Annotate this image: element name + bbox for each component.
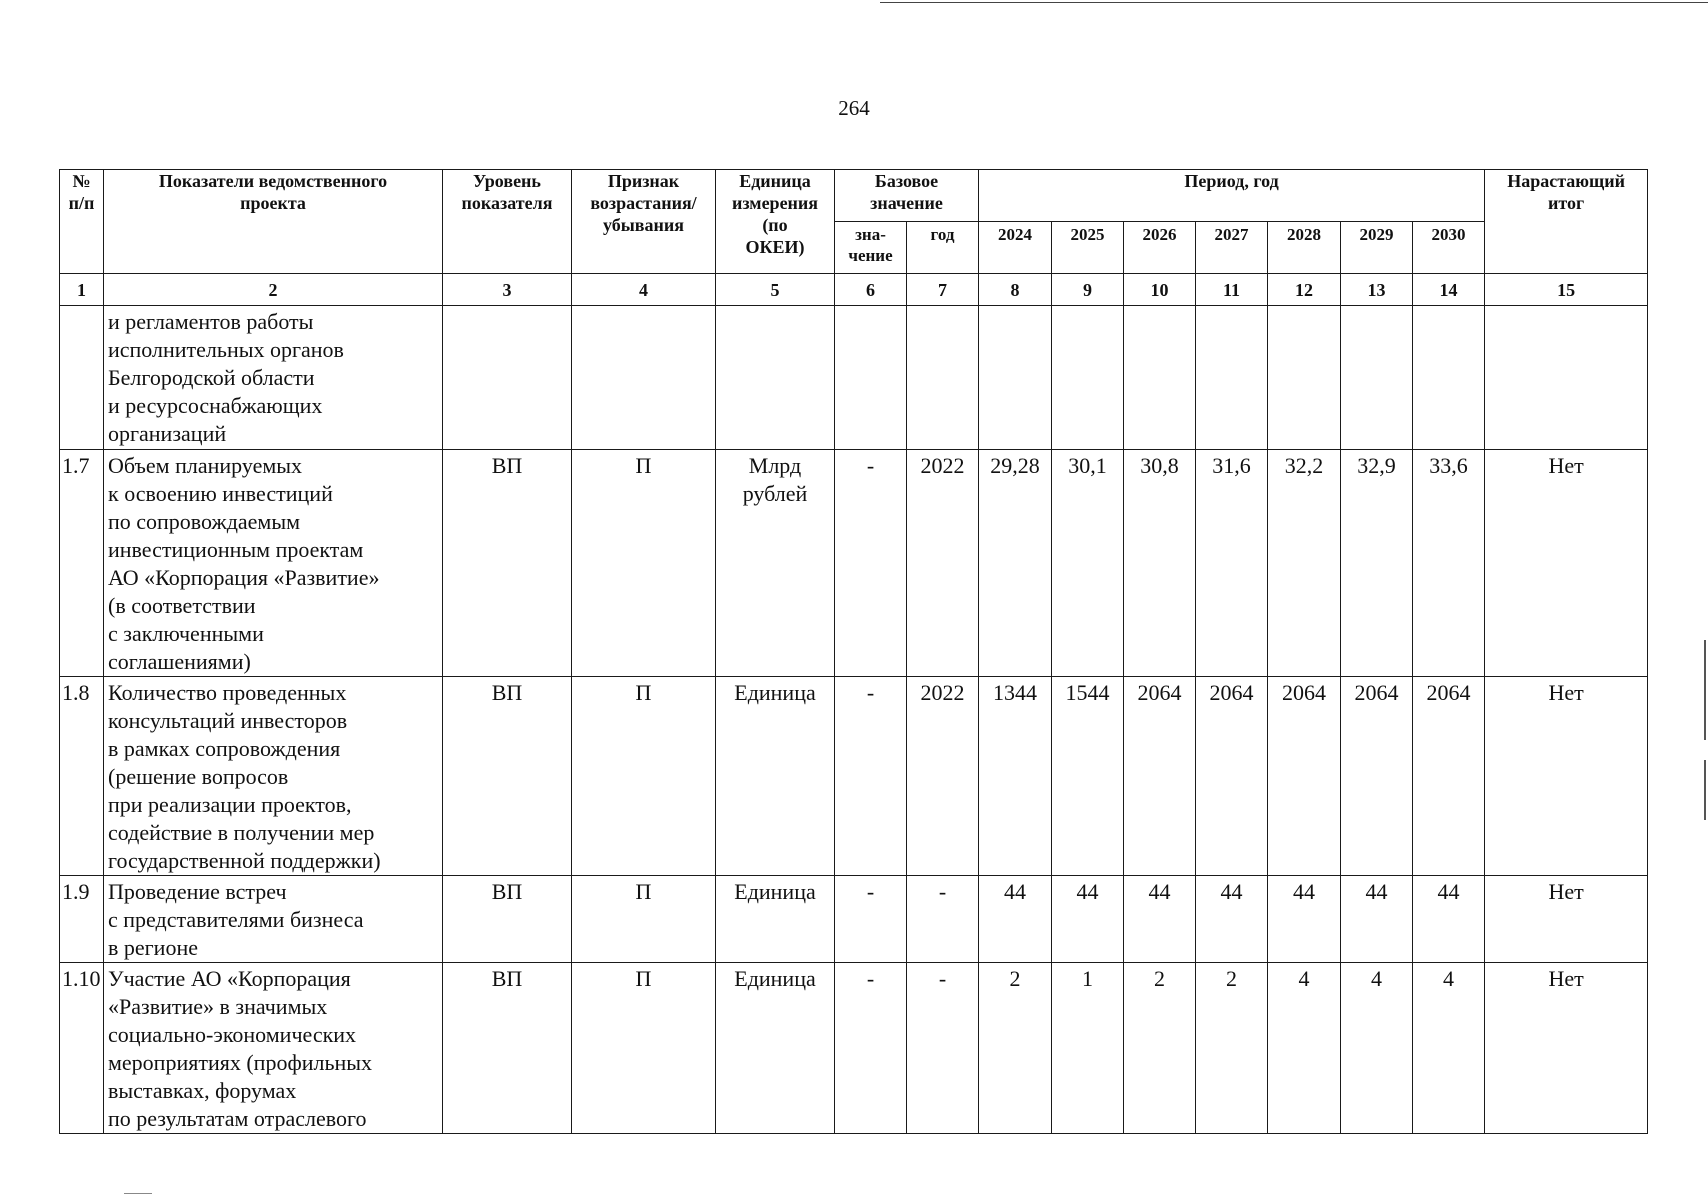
row-number: 1.10 (60, 963, 104, 1134)
header-year: 2028 (1268, 222, 1341, 274)
year-value: 2064 (1196, 677, 1268, 876)
year-value: 30,1 (1052, 450, 1124, 677)
bottom-scan-mark (124, 1193, 152, 1194)
year-value: 4 (1413, 963, 1485, 1134)
header-level: Уровень показателя (443, 170, 572, 274)
header-year: 2030 (1413, 222, 1485, 274)
indicator-level: ВП (443, 450, 572, 677)
column-number: 15 (1485, 274, 1648, 306)
row-number (60, 306, 104, 450)
year-value: 1 (1052, 963, 1124, 1134)
base-value: - (835, 677, 907, 876)
column-numbers-row (60, 274, 1648, 306)
column-number: 8 (979, 274, 1052, 306)
table-row (60, 450, 1648, 677)
year-value: 2 (1124, 963, 1196, 1134)
base-year: 2022 (907, 450, 979, 677)
cumulative-total: Нет (1485, 963, 1648, 1134)
year-value: 2064 (1124, 677, 1196, 876)
cumulative-total: Нет (1485, 876, 1648, 963)
indicator-unit: Единица (716, 963, 835, 1134)
base-value: - (835, 450, 907, 677)
year-value (1341, 306, 1413, 450)
page-number: 264 (838, 96, 870, 120)
base-year (907, 306, 979, 450)
column-number: 1 (60, 274, 104, 306)
column-number: 4 (572, 274, 716, 306)
table-row (60, 677, 1648, 876)
indicator-level (443, 306, 572, 450)
indicators-table (59, 169, 1648, 1134)
column-number: 5 (716, 274, 835, 306)
year-value: 32,2 (1268, 450, 1341, 677)
indicator-level: ВП (443, 963, 572, 1134)
right-edge-scan-mark (1704, 640, 1706, 740)
indicator-unit (716, 306, 835, 450)
year-value: 30,8 (1124, 450, 1196, 677)
top-border-line (880, 2, 1708, 3)
header-name: Показатели ведомственного проекта (104, 170, 443, 274)
year-value: 2 (1196, 963, 1268, 1134)
header-base-year: год (907, 222, 979, 274)
column-number: 10 (1124, 274, 1196, 306)
year-value: 1544 (1052, 677, 1124, 876)
year-value: 2 (979, 963, 1052, 1134)
header-base-value: зна- чение (835, 222, 907, 274)
header-cumulative: Нарастающий итог (1485, 170, 1648, 274)
year-value: 44 (1413, 876, 1485, 963)
row-number: 1.9 (60, 876, 104, 963)
header-year: 2025 (1052, 222, 1124, 274)
year-value: 31,6 (1196, 450, 1268, 677)
base-year: - (907, 963, 979, 1134)
year-value: 44 (979, 876, 1052, 963)
base-value (835, 306, 907, 450)
year-value (979, 306, 1052, 450)
year-value: 4 (1268, 963, 1341, 1134)
indicator-level: ВП (443, 876, 572, 963)
column-number: 11 (1196, 274, 1268, 306)
indicator-sign: П (572, 963, 716, 1134)
indicator-name: Проведение встреч с представителями бизнеса в регионе (104, 876, 443, 963)
year-value: 33,6 (1413, 450, 1485, 677)
year-value: 44 (1196, 876, 1268, 963)
year-value: 32,9 (1341, 450, 1413, 677)
indicator-sign: П (572, 677, 716, 876)
header-row-top (60, 170, 1648, 222)
year-value (1196, 306, 1268, 450)
year-value (1413, 306, 1485, 450)
table-row (60, 306, 1648, 450)
column-number: 2 (104, 274, 443, 306)
year-value: 44 (1124, 876, 1196, 963)
year-value: 2064 (1341, 677, 1413, 876)
cumulative-total: Нет (1485, 450, 1648, 677)
year-value: 44 (1341, 876, 1413, 963)
base-year: - (907, 876, 979, 963)
indicator-sign: П (572, 450, 716, 677)
header-year: 2029 (1341, 222, 1413, 274)
year-value (1052, 306, 1124, 450)
cumulative-total (1485, 306, 1648, 450)
indicator-name: и регламентов работы исполнительных органов Белгородской области и ресурсоснабжающих организаций (104, 306, 443, 450)
column-number: 6 (835, 274, 907, 306)
table-row (60, 963, 1648, 1134)
header-period: Период, год (979, 170, 1485, 222)
year-value: 1344 (979, 677, 1052, 876)
cumulative-total: Нет (1485, 677, 1648, 876)
indicator-name: Количество проведенных консультаций инвесторов в рамках сопровождения (решение вопросов при реализации проектов, содействие в получении мер государственной поддержки) (104, 677, 443, 876)
indicator-sign: П (572, 876, 716, 963)
header-base: Базовое значение (835, 170, 979, 222)
base-value: - (835, 963, 907, 1134)
column-number: 14 (1413, 274, 1485, 306)
indicator-sign (572, 306, 716, 450)
header-year: 2024 (979, 222, 1052, 274)
column-number: 12 (1268, 274, 1341, 306)
year-value: 44 (1052, 876, 1124, 963)
header-sign: Признак возрастания/ убывания (572, 170, 716, 274)
year-value (1124, 306, 1196, 450)
column-number: 7 (907, 274, 979, 306)
header-year: 2027 (1196, 222, 1268, 274)
header-num: № п/п (60, 170, 104, 274)
header-year: 2026 (1124, 222, 1196, 274)
table-row (60, 876, 1648, 963)
column-number: 3 (443, 274, 572, 306)
indicator-unit: Единица (716, 876, 835, 963)
indicator-unit: Единица (716, 677, 835, 876)
row-number: 1.8 (60, 677, 104, 876)
base-year: 2022 (907, 677, 979, 876)
year-value: 2064 (1413, 677, 1485, 876)
indicator-level: ВП (443, 677, 572, 876)
year-value: 29,28 (979, 450, 1052, 677)
column-number: 13 (1341, 274, 1413, 306)
year-value: 4 (1341, 963, 1413, 1134)
indicator-name: Объем планируемых к освоению инвестиций по сопровождаемым инвестиционным проектам АО «Корпорация «Развитие» (в соответствии с заключенными соглашениями) (104, 450, 443, 677)
base-value: - (835, 876, 907, 963)
row-number: 1.7 (60, 450, 104, 677)
year-value: 2064 (1268, 677, 1341, 876)
year-value: 44 (1268, 876, 1341, 963)
right-edge-scan-mark (1704, 760, 1706, 820)
year-value (1268, 306, 1341, 450)
indicator-name: Участие АО «Корпорация «Развитие» в значимых социально-экономических мероприятиях (профильных выставках, форумах по результатам отраслевого (104, 963, 443, 1134)
column-number: 9 (1052, 274, 1124, 306)
indicator-unit: Млрд рублей (716, 450, 835, 677)
header-unit: Единица измерения (по ОКЕИ) (716, 170, 835, 274)
